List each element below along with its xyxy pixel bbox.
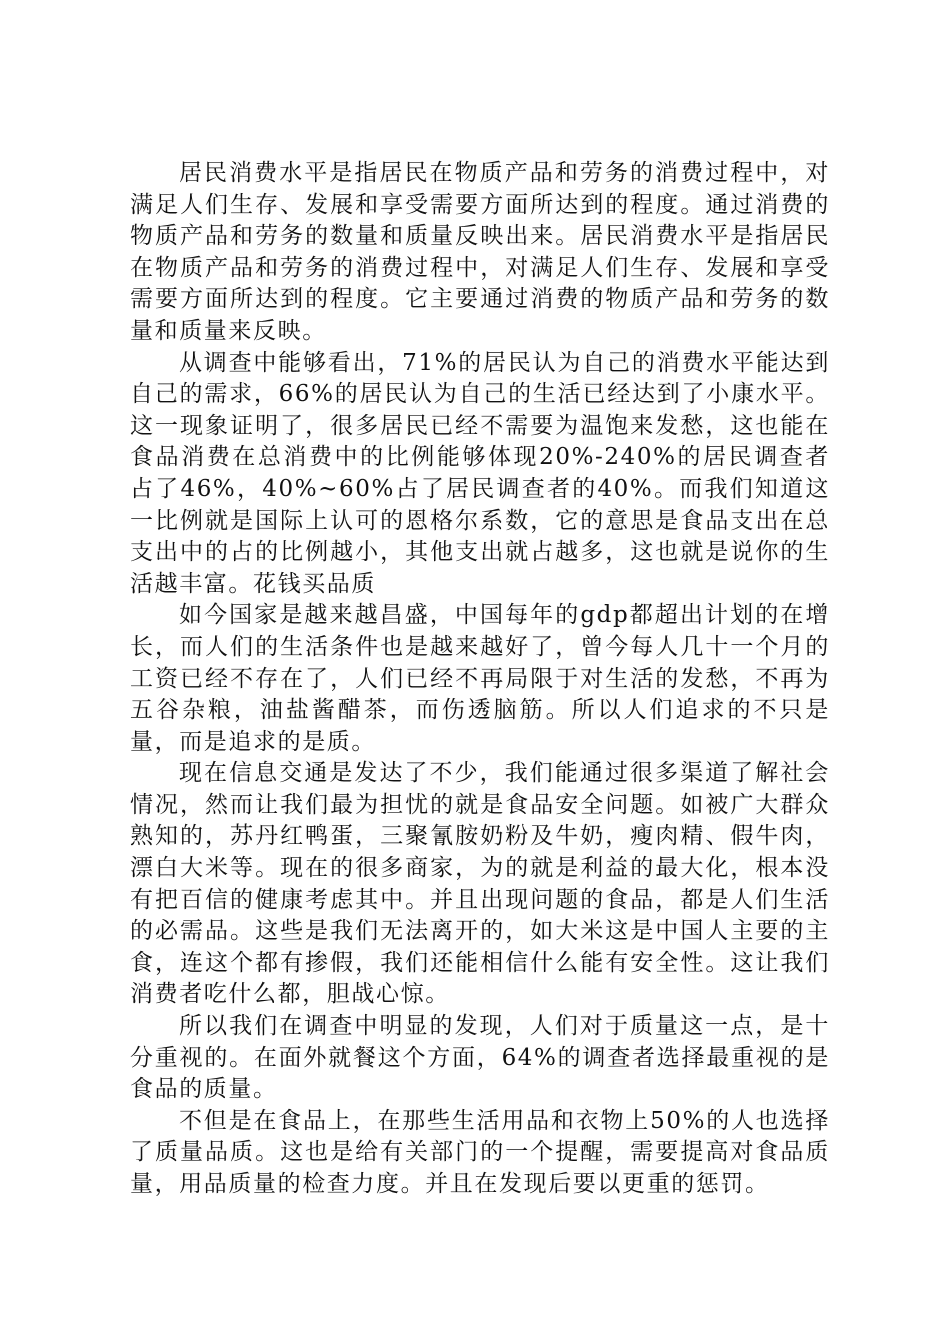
paragraph-survey-results: 从调查中能够看出，71%的居民认为自己的消费水平能达到自己的需求，66%的居民认为自己的生活已经达到了小康水平。这一现象证明了，很多居民已经不需要为温饱来发愁，这也能在食品消费在总消费中的比例能够体现20%-240%的居民调查者占了46%，40%~60%占了居民调查者的40%。而我们知道这一比例就是国际上认可的恩格尔系数，它的意思是食品支出在总支出中的占的比例越小，其他支出就占越多，这也就是说你的生活越丰富。花钱买品质	[130, 349, 830, 597]
paragraph-goods-quality: 不但是在食品上，在那些生活用品和衣物上50%的人也选择了质量品质。这也是给有关部门的一个提醒，需要提高对食品质量，用品质量的检查力度。并且在发现后要以更重的惩罚。	[130, 1107, 830, 1197]
paragraph-food-safety: 现在信息交通是发达了不少，我们能通过很多渠道了解社会情况，然而让我们最为担忧的就是食品安全问题。如被广大群众熟知的，苏丹红鸭蛋，三聚氰胺奶粉及牛奶，瘦肉精、假牛肉，漂白大米等。现在的很多商家，为的就是利益的最大化，根本没有把百信的健康考虑其中。并且出现问题的食品，都是人们生活的必需品。这些是我们无法离开的，如大米这是中国人主要的主食，连这个都有掺假，我们还能相信什么能有安全性。这让我们消费者吃什么都，胆战心惊。	[130, 760, 830, 1008]
document-body	[130, 158, 830, 1201]
paragraph-quality-focus: 所以我们在调查中明显的发现，人们对于质量这一点，是十分重视的。在面外就餐这个方面，64%的调查者选择最重视的是食品的质量。	[130, 1013, 830, 1103]
paragraph-national-growth: 如今国家是越来越昌盛，中国每年的gdp都超出计划的在增长，而人们的生活条件也是越来越好了，曾今每人几十一个月的工资已经不存在了，人们已经不再局限于对生活的发愁，不再为五谷杂粮，油盐酱醋茶，而伤透脑筋。所以人们追求的不只是量，而是追求的是质。	[130, 602, 830, 755]
paragraph-consumption-level: 居民消费水平是指居民在物质产品和劳务的消费过程中，对满足人们生存、发展和享受需要方面所达到的程度。通过消费的物质产品和劳务的数量和质量反映出来。居民消费水平是指居民在物质产品和劳务的消费过程中，对满足人们生存、发展和享受需要方面所达到的程度。它主要通过消费的物质产品和劳务的数量和质量来反映。	[130, 160, 830, 344]
